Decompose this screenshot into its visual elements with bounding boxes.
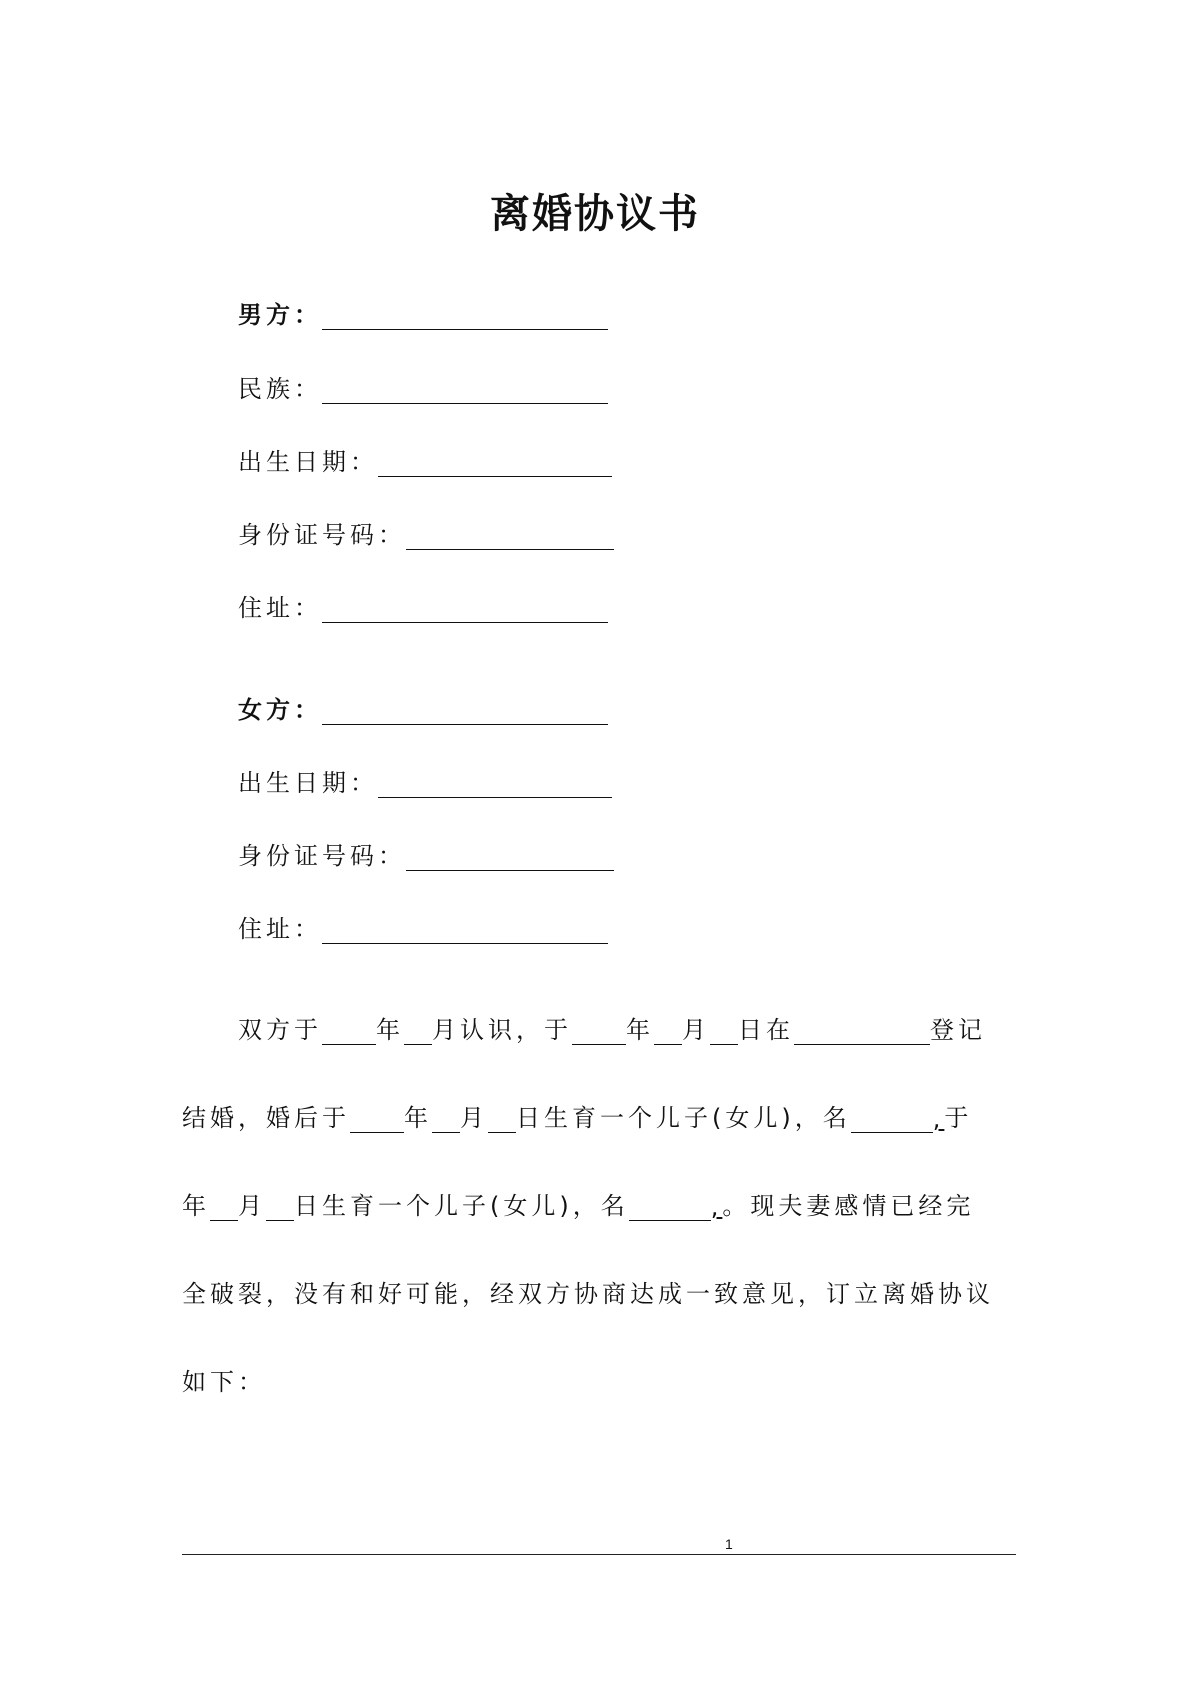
body-text: 月	[682, 1016, 710, 1044]
body-text: 年	[404, 1104, 432, 1132]
day-blank[interactable]	[266, 1194, 294, 1221]
male-birthdate-field	[238, 441, 612, 477]
day-blank[interactable]	[710, 1018, 738, 1045]
address-label: 住址：	[238, 594, 322, 622]
body-line-5	[182, 1362, 1012, 1397]
body-text: 年	[182, 1192, 210, 1220]
male-address-field	[238, 587, 608, 623]
male-ethnicity-field	[238, 368, 608, 404]
page-number: 1	[725, 1536, 733, 1552]
id-label: 身份证号码：	[238, 842, 406, 870]
body-text: 登记	[930, 1016, 986, 1044]
female-id-blank[interactable]	[406, 842, 614, 871]
male-id-blank[interactable]	[406, 521, 614, 550]
male-id-field	[238, 514, 614, 550]
document-title: 离婚协议书	[490, 190, 700, 237]
id-label: 身份证号码：	[238, 521, 406, 549]
female-name-field	[238, 689, 608, 725]
year-blank[interactable]	[350, 1106, 404, 1133]
body-line-2	[182, 1098, 1012, 1133]
month-blank[interactable]	[404, 1018, 432, 1045]
body-text: 日生育一个儿子(女儿)，名	[294, 1192, 629, 1220]
body-text: 月	[238, 1192, 266, 1220]
body-text: 于	[944, 1104, 973, 1132]
body-text: 月认识，于	[432, 1016, 572, 1044]
female-name-blank[interactable]	[322, 696, 608, 725]
body-text: 双方于	[238, 1016, 322, 1044]
month-blank[interactable]	[432, 1106, 460, 1133]
male-name-field	[238, 294, 608, 330]
body-line-1	[238, 1010, 1068, 1045]
female-id-field	[238, 835, 614, 871]
birthdate-label: 出生日期：	[238, 769, 378, 797]
body-text: ,	[932, 1105, 945, 1133]
body-text: 日在	[738, 1016, 794, 1044]
ethnicity-label: 民族：	[238, 375, 322, 403]
month-blank[interactable]	[654, 1018, 682, 1045]
year-blank[interactable]	[322, 1018, 376, 1045]
male-ethnicity-blank[interactable]	[322, 375, 608, 404]
body-text: 全破裂，没有和好可能，经双方协商达成一致意见，订立离婚协议	[182, 1280, 994, 1308]
body-text: 月	[460, 1104, 488, 1132]
child-name-blank[interactable]	[851, 1106, 933, 1133]
month-blank[interactable]	[210, 1194, 238, 1221]
female-birthdate-blank[interactable]	[378, 769, 612, 798]
female-address-field	[238, 908, 608, 944]
body-text: 结婚，婚后于	[182, 1104, 350, 1132]
address-label: 住址：	[238, 915, 322, 943]
body-line-4	[182, 1274, 1012, 1309]
female-birthdate-field	[238, 762, 612, 798]
child-name-blank[interactable]	[629, 1194, 711, 1221]
birthdate-label: 出生日期：	[238, 448, 378, 476]
male-birthdate-blank[interactable]	[378, 448, 612, 477]
body-text: 年	[376, 1016, 404, 1044]
body-text: ,	[710, 1193, 723, 1221]
male-label: 男方：	[238, 300, 322, 329]
body-line-3	[182, 1186, 1012, 1221]
body-text: 日生育一个儿子(女儿)，名	[516, 1104, 851, 1132]
year-blank[interactable]	[572, 1018, 626, 1045]
body-text: 。现夫妻感情已经完	[722, 1192, 975, 1220]
male-address-blank[interactable]	[322, 594, 608, 623]
day-blank[interactable]	[488, 1106, 516, 1133]
male-name-blank[interactable]	[322, 301, 608, 330]
body-text: 如下：	[182, 1368, 266, 1396]
place-blank[interactable]	[794, 1018, 930, 1045]
footer-divider	[182, 1554, 1016, 1555]
female-label: 女方：	[238, 695, 322, 724]
female-address-blank[interactable]	[322, 915, 608, 944]
body-text: 年	[626, 1016, 654, 1044]
